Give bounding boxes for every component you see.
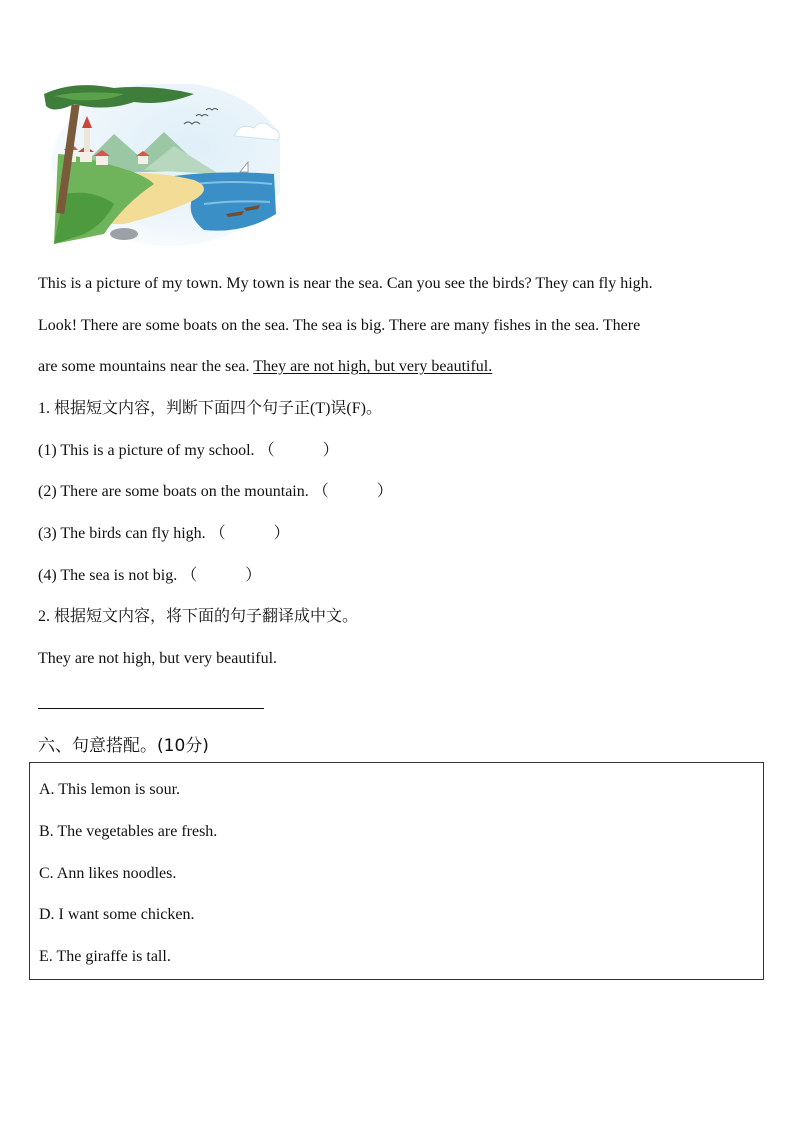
option-c: C. Ann likes noodles. <box>39 865 177 882</box>
translation-sentence: They are not high, but very beautiful. <box>38 650 278 667</box>
passage-line-2: Look! There are some boats on the sea. The sea is big. There are many fishes in the sea. There <box>38 317 641 334</box>
answer-blank[interactable]: （ ） <box>312 483 393 500</box>
passage-line-1: This is a picture of my town. My town is near the sea. Can you see the birds? They can fly high. <box>38 275 653 292</box>
tf-item-4 <box>38 566 261 586</box>
passage-line-3 <box>38 357 492 377</box>
tf-item-text: (4) The sea is not big. <box>38 567 178 584</box>
tf-item-1 <box>38 441 339 461</box>
seaside-town-illustration <box>44 84 280 248</box>
option-e: E. The giraffe is tall. <box>39 948 171 965</box>
tf-item-text: (2) There are some boats on the mountain. <box>38 483 309 500</box>
tf-item-2 <box>38 482 393 502</box>
question-1-instruction: 1. 根据短文内容，判断下面四个句子正(T)误(F)。 <box>38 400 382 417</box>
tf-item-text: (3) The birds can fly high. <box>38 525 206 542</box>
matching-options-box <box>29 762 764 980</box>
translation-answer-line[interactable] <box>38 708 264 709</box>
question-2-instruction: 2. 根据短文内容，将下面的句子翻译成中文。 <box>38 608 359 625</box>
answer-blank[interactable]: （ ） <box>181 567 262 584</box>
answer-blank[interactable]: （ ） <box>209 525 290 542</box>
passage-line-3-text: are some mountains near the sea. <box>38 358 254 375</box>
tf-item-text: (1) This is a picture of my school. <box>38 442 255 459</box>
option-b: B. The vegetables are fresh. <box>39 823 218 840</box>
answer-blank[interactable]: （ ） <box>258 442 339 459</box>
tf-item-3 <box>38 524 290 544</box>
underlined-sentence: They are not high, but very beautiful. <box>253 358 493 375</box>
option-a: A. This lemon is sour. <box>39 781 181 798</box>
section-6-title: 六、句意搭配。(10分) <box>38 736 209 756</box>
option-d: D. I want some chicken. <box>39 906 195 923</box>
